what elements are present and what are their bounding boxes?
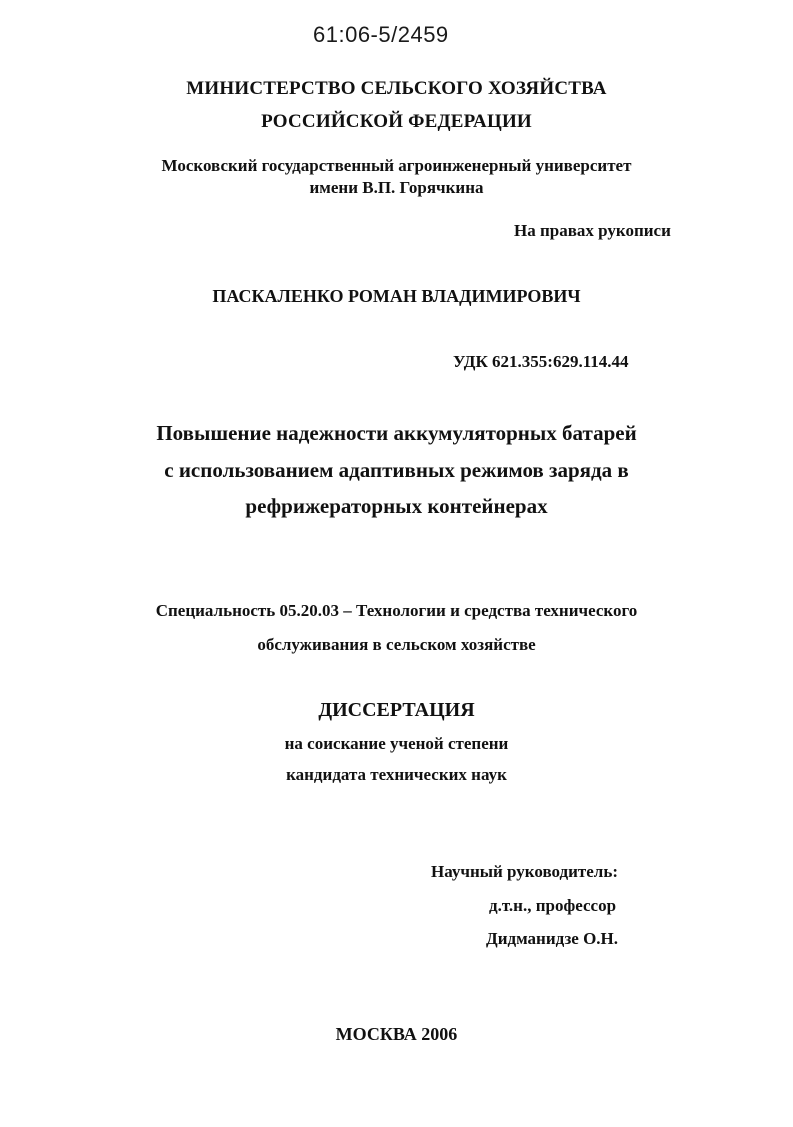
manuscript-note: На правах рукописи	[514, 221, 671, 240]
supervisor-name: Дидманидзе О.Н.	[486, 929, 619, 948]
specialty-line-1: Специальность 05.20.03 – Технологии и средства технического	[155, 601, 638, 620]
ministry-line-2: РОССИЙСКОЙ ФЕДЕРАЦИИ	[261, 111, 532, 132]
supervisor-label: Научный руководитель:	[431, 862, 618, 881]
title-line-3: рефрижераторных контейнерах	[245, 494, 548, 518]
university-line-1: Московский государственный агроинженерный университет	[161, 156, 632, 175]
archive-number: 61:06-5/2459	[313, 22, 449, 47]
dissertation-line-2: кандидата технических наук	[286, 765, 507, 784]
university-line-2: имени В.П. Горячкина	[309, 178, 484, 197]
dissertation-line-1: на соискание ученой степени	[284, 734, 509, 753]
author-name: ПАСКАЛЕНКО РОМАН ВЛАДИМИРОВИЧ	[212, 286, 581, 306]
ministry-line-1: МИНИСТЕРСТВО СЕЛЬСКОГО ХОЗЯЙСТВА	[186, 78, 607, 99]
city-year: МОСКВА 2006	[335, 1024, 458, 1044]
supervisor-degree: д.т.н., профессор	[489, 896, 617, 915]
title-line-1: Повышение надежности аккумуляторных батарей	[156, 421, 637, 445]
specialty-line-2: обслуживания в сельском хозяйстве	[257, 635, 536, 654]
udc-code: УДК 621.355:629.114.44	[453, 352, 629, 371]
dissertation-heading: ДИССЕРТАЦИЯ	[318, 699, 475, 721]
title-line-2: с использованием адаптивных режимов заряда в	[164, 458, 629, 482]
